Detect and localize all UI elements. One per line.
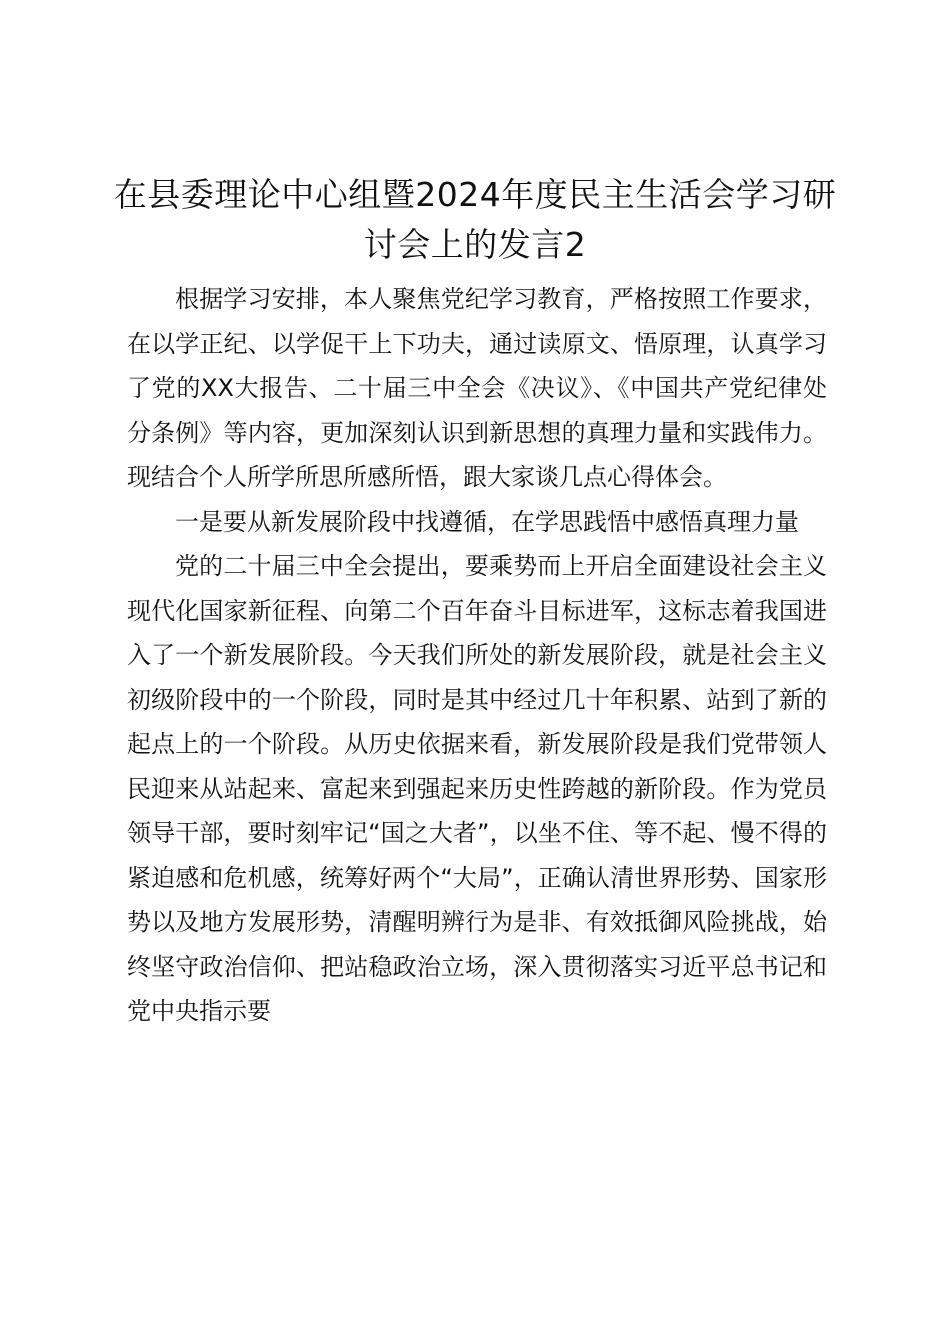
document-title: 在县委理论中心组暨2024年度民主生活会学习研讨会上的发言2 <box>113 175 837 264</box>
paragraph-section-heading: 一是要从新发展阶段中找遵循，在学思践悟中感悟真理力量 <box>175 507 799 536</box>
paragraph-section-body: 党的二十届三中全会提出，要乘势而上开启全面建设社会主义现代化国家新征程、向第二个百年奋斗目标进军，这标志着我国进入了一个新发展阶段。今天我们所处的新发展阶段，就是社会主义初级阶段中的一个阶段，同时是其中经过几十年积累、站到了新的起点上的一个阶段。从历史依据来看，新发展阶段是我们党带领人民迎来从站起来、富起来到强起来历史性跨越的新阶段。作为党员领导干部，要时刻牢记“国之大者”，以坐不住、等不起、慢不得的紧迫感和危机感，统筹好两个“大局”，正确认清世界形势、国家形势以及地方发展形势，清醒明辨行为是非、有效抵御风险挑战，始终坚守政治信仰、把站稳政治立场，深入贯彻落实习近平总书记和党中央指示要 <box>127 552 827 1025</box>
document-body <box>127 277 827 1034</box>
paragraph-intro: 根据学习安排，本人聚焦党纪学习教育，严格按照工作要求，在以学正纪、以学促干上下功夫，通过读原文、悟原理，认真学习了党的XX大报告、二十届三中全会《决议》、《中国共产党纪律处分条例》等内容，更加深刻认识到新思想的真理力量和实践伟力。现结合个人所学所思所感所悟，跟大家谈几点心得体会。 <box>127 285 827 491</box>
